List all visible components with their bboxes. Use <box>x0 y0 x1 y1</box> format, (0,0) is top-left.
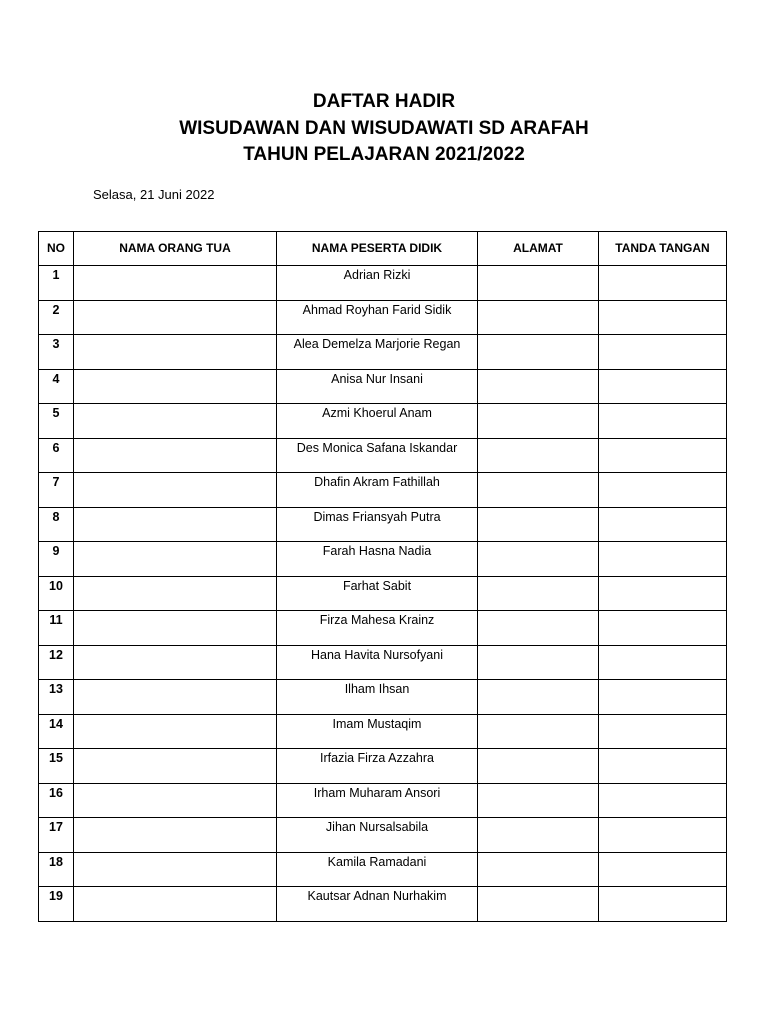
parent-name-cell-text <box>74 473 276 475</box>
signature-cell <box>599 335 727 370</box>
row-number <box>39 300 74 335</box>
signature-cell-text <box>599 335 726 337</box>
address-cell <box>478 473 599 508</box>
signature-cell <box>599 369 727 404</box>
student-name-cell-text: Des Monica Safana Iskandar <box>296 440 458 455</box>
row-number-text: 10 <box>49 578 63 593</box>
address-cell-text <box>478 887 598 889</box>
table-row <box>39 266 727 301</box>
address-cell-text <box>478 853 598 855</box>
table-row <box>39 576 727 611</box>
student-name-cell-text: Alea Demelza Marjorie Regan <box>293 337 461 351</box>
table-row <box>39 749 727 784</box>
address-cell <box>478 680 599 715</box>
parent-name-cell <box>74 507 277 542</box>
row-number-text: 14 <box>49 716 63 731</box>
parent-name-cell-text <box>74 508 276 510</box>
signature-cell-text <box>599 611 726 613</box>
table-row <box>39 542 727 577</box>
signature-cell-text <box>599 370 726 372</box>
address-cell-text <box>478 818 598 820</box>
student-name-cell <box>277 783 478 818</box>
row-number <box>39 542 74 577</box>
row-number-text: 16 <box>49 785 63 800</box>
row-number <box>39 852 74 887</box>
address-cell-text <box>478 680 598 682</box>
signature-cell <box>599 852 727 887</box>
signature-cell-text <box>599 301 726 303</box>
student-name-cell-text: Adrian Rizki <box>343 268 411 282</box>
row-number <box>39 576 74 611</box>
parent-name-cell <box>74 714 277 749</box>
parent-name-cell <box>74 645 277 680</box>
signature-cell <box>599 266 727 301</box>
address-cell <box>478 404 599 439</box>
student-name-cell <box>277 369 478 404</box>
parent-name-cell-text <box>74 439 276 441</box>
table-row <box>39 300 727 335</box>
parent-name-cell-text <box>74 542 276 544</box>
address-cell-text <box>478 404 598 406</box>
signature-cell <box>599 680 727 715</box>
student-name-cell-text: Ilham Ihsan <box>344 682 410 696</box>
address-cell <box>478 335 599 370</box>
address-cell-text <box>478 439 598 441</box>
row-number <box>39 507 74 542</box>
parent-name-cell <box>74 611 277 646</box>
row-number <box>39 818 74 853</box>
parent-name-cell-text <box>74 784 276 786</box>
signature-cell-text <box>599 508 726 510</box>
table-row <box>39 335 727 370</box>
header-no: NO <box>39 232 74 266</box>
row-number <box>39 369 74 404</box>
student-name-cell-text: Irfazia Firza Azzahra <box>320 751 434 765</box>
parent-name-cell <box>74 473 277 508</box>
student-name-cell-text: Azmi Khoerul Anam <box>322 406 432 420</box>
address-cell <box>478 783 599 818</box>
address-cell-text <box>478 542 598 544</box>
signature-cell <box>599 473 727 508</box>
signature-cell-text <box>599 680 726 682</box>
address-cell <box>478 749 599 784</box>
signature-cell-text <box>599 439 726 441</box>
address-cell-text <box>478 266 598 268</box>
student-name-cell-text: Ahmad Royhan Farid Sidik <box>302 302 452 317</box>
row-number <box>39 335 74 370</box>
signature-cell <box>599 645 727 680</box>
student-name-cell <box>277 887 478 922</box>
row-number-text: 13 <box>49 682 63 696</box>
table-row <box>39 852 727 887</box>
student-name-cell-text: Firza Mahesa Krainz <box>319 613 435 627</box>
table-body <box>39 266 727 922</box>
row-number-text: 15 <box>49 751 63 765</box>
table-row <box>39 473 727 508</box>
row-number-text: 2 <box>52 302 60 317</box>
table-row <box>39 783 727 818</box>
student-name-cell <box>277 473 478 508</box>
parent-name-cell-text <box>74 335 276 337</box>
address-cell-text <box>478 577 598 579</box>
student-name-cell <box>277 749 478 784</box>
table-row <box>39 404 727 439</box>
student-name-cell <box>277 300 478 335</box>
row-number-text: 1 <box>52 268 60 282</box>
row-number-text: 3 <box>52 337 60 351</box>
parent-name-cell <box>74 266 277 301</box>
address-cell <box>478 818 599 853</box>
signature-cell <box>599 576 727 611</box>
address-cell <box>478 852 599 887</box>
row-number <box>39 611 74 646</box>
title-line-1: DAFTAR HADIR <box>312 91 456 112</box>
parent-name-cell-text <box>74 818 276 820</box>
parent-name-cell <box>74 887 277 922</box>
student-name-cell-text: Kautsar Adnan Nurhakim <box>307 889 447 903</box>
signature-cell <box>599 300 727 335</box>
address-cell <box>478 369 599 404</box>
student-name-cell <box>277 576 478 611</box>
parent-name-cell-text <box>74 749 276 751</box>
row-number-text: 9 <box>52 544 60 558</box>
signature-cell-text <box>599 473 726 475</box>
signature-cell-text <box>599 749 726 751</box>
parent-name-cell-text <box>74 577 276 579</box>
row-number-text: 19 <box>49 889 63 903</box>
signature-cell-text <box>599 887 726 889</box>
parent-name-cell <box>74 680 277 715</box>
signature-cell-text <box>599 542 726 544</box>
parent-name-cell <box>74 852 277 887</box>
student-name-cell-text: Imam Mustaqim <box>332 716 422 731</box>
address-cell-text <box>478 611 598 613</box>
signature-cell <box>599 404 727 439</box>
address-cell <box>478 576 599 611</box>
row-number-text: 6 <box>52 440 60 455</box>
header-signature: TANDA TANGAN <box>599 232 727 266</box>
student-name-cell <box>277 714 478 749</box>
address-cell <box>478 887 599 922</box>
address-cell-text <box>478 715 598 717</box>
parent-name-cell-text <box>74 887 276 889</box>
header-parent-name: NAMA ORANG TUA <box>74 232 277 266</box>
parent-name-cell <box>74 576 277 611</box>
table-row <box>39 507 727 542</box>
student-name-cell <box>277 818 478 853</box>
signature-cell <box>599 749 727 784</box>
table-row <box>39 887 727 922</box>
student-name-cell <box>277 438 478 473</box>
address-cell-text <box>478 749 598 751</box>
student-name-cell-text: Anisa Nur Insani <box>331 371 423 386</box>
signature-cell <box>599 818 727 853</box>
row-number-text: 4 <box>52 371 60 386</box>
table-row <box>39 714 727 749</box>
student-name-cell-text: Dhafin Akram Fathillah <box>314 475 440 489</box>
parent-name-cell <box>74 438 277 473</box>
signature-cell <box>599 887 727 922</box>
student-name-cell-text: Hana Havita Nursofyani <box>310 647 443 662</box>
parent-name-cell-text <box>74 266 276 268</box>
student-name-cell <box>277 404 478 439</box>
parent-name-cell-text <box>74 611 276 613</box>
row-number <box>39 749 74 784</box>
table-header-row <box>39 232 727 266</box>
student-name-cell-text: Jihan Nursalsabila <box>325 820 429 834</box>
parent-name-cell <box>74 300 277 335</box>
title-line-3: TAHUN PELAJARAN 2021/2022 <box>243 144 525 165</box>
table-row <box>39 438 727 473</box>
signature-cell-text <box>599 853 726 855</box>
row-number-text: 7 <box>52 475 60 489</box>
signature-cell-text <box>599 784 726 786</box>
address-cell <box>478 611 599 646</box>
signature-cell <box>599 714 727 749</box>
table-row <box>39 680 727 715</box>
student-name-cell <box>277 680 478 715</box>
signature-cell-text <box>599 266 726 268</box>
parent-name-cell <box>74 818 277 853</box>
row-number <box>39 783 74 818</box>
address-cell-text <box>478 784 598 786</box>
signature-cell-text <box>599 577 726 579</box>
parent-name-cell-text <box>74 646 276 648</box>
parent-name-cell-text <box>74 853 276 855</box>
row-number <box>39 645 74 680</box>
attendance-table <box>38 231 727 922</box>
address-cell-text <box>478 301 598 303</box>
row-number-text: 18 <box>49 854 63 869</box>
table-row <box>39 369 727 404</box>
signature-cell <box>599 611 727 646</box>
parent-name-cell-text <box>74 680 276 682</box>
parent-name-cell <box>74 335 277 370</box>
student-name-cell <box>277 852 478 887</box>
document-date: Selasa, 21 Juni 2022 <box>93 187 215 202</box>
parent-name-cell-text <box>74 715 276 717</box>
header-address: ALAMAT <box>478 232 599 266</box>
signature-cell <box>599 783 727 818</box>
parent-name-cell-text <box>74 370 276 372</box>
student-name-cell <box>277 266 478 301</box>
address-cell <box>478 714 599 749</box>
parent-name-cell <box>74 542 277 577</box>
address-cell-text <box>478 646 598 648</box>
address-cell <box>478 645 599 680</box>
row-number-text: 8 <box>52 509 60 524</box>
address-cell <box>478 438 599 473</box>
student-name-cell <box>277 542 478 577</box>
table-row <box>39 818 727 853</box>
row-number <box>39 404 74 439</box>
row-number <box>39 680 74 715</box>
row-number <box>39 438 74 473</box>
signature-cell <box>599 507 727 542</box>
signature-cell-text <box>599 404 726 406</box>
address-cell-text <box>478 335 598 337</box>
row-number <box>39 473 74 508</box>
address-cell-text <box>478 508 598 510</box>
parent-name-cell-text <box>74 404 276 406</box>
parent-name-cell <box>74 783 277 818</box>
student-name-cell-text: Farhat Sabit <box>342 578 412 593</box>
address-cell-text <box>478 370 598 372</box>
signature-cell <box>599 542 727 577</box>
parent-name-cell <box>74 749 277 784</box>
title-line-2: WISUDAWAN DAN WISUDAWATI SD ARAFAH <box>179 117 589 139</box>
student-name-cell-text: Irham Muharam Ansori <box>313 785 441 800</box>
table-row <box>39 645 727 680</box>
address-cell <box>478 507 599 542</box>
table-row <box>39 611 727 646</box>
signature-cell-text <box>599 818 726 820</box>
student-name-cell-text: Dimas Friansyah Putra <box>313 509 441 524</box>
student-name-cell <box>277 645 478 680</box>
student-name-cell-text: Kamila Ramadani <box>327 854 427 869</box>
address-cell <box>478 300 599 335</box>
row-number-text: 17 <box>49 820 63 834</box>
student-name-cell-text: Farah Hasna Nadia <box>322 544 432 558</box>
row-number-text: 12 <box>49 647 63 662</box>
student-name-cell <box>277 611 478 646</box>
student-name-cell <box>277 507 478 542</box>
row-number <box>39 887 74 922</box>
row-number <box>39 714 74 749</box>
signature-cell <box>599 438 727 473</box>
row-number-text: 5 <box>52 406 60 420</box>
document-title <box>0 89 768 169</box>
student-name-cell <box>277 335 478 370</box>
signature-cell-text <box>599 715 726 717</box>
address-cell <box>478 266 599 301</box>
row-number-text: 11 <box>49 613 63 627</box>
parent-name-cell <box>74 404 277 439</box>
parent-name-cell-text <box>74 301 276 303</box>
address-cell <box>478 542 599 577</box>
address-cell-text <box>478 473 598 475</box>
row-number <box>39 266 74 301</box>
signature-cell-text <box>599 646 726 648</box>
header-student-name: NAMA PESERTA DIDIK <box>277 232 478 266</box>
parent-name-cell <box>74 369 277 404</box>
